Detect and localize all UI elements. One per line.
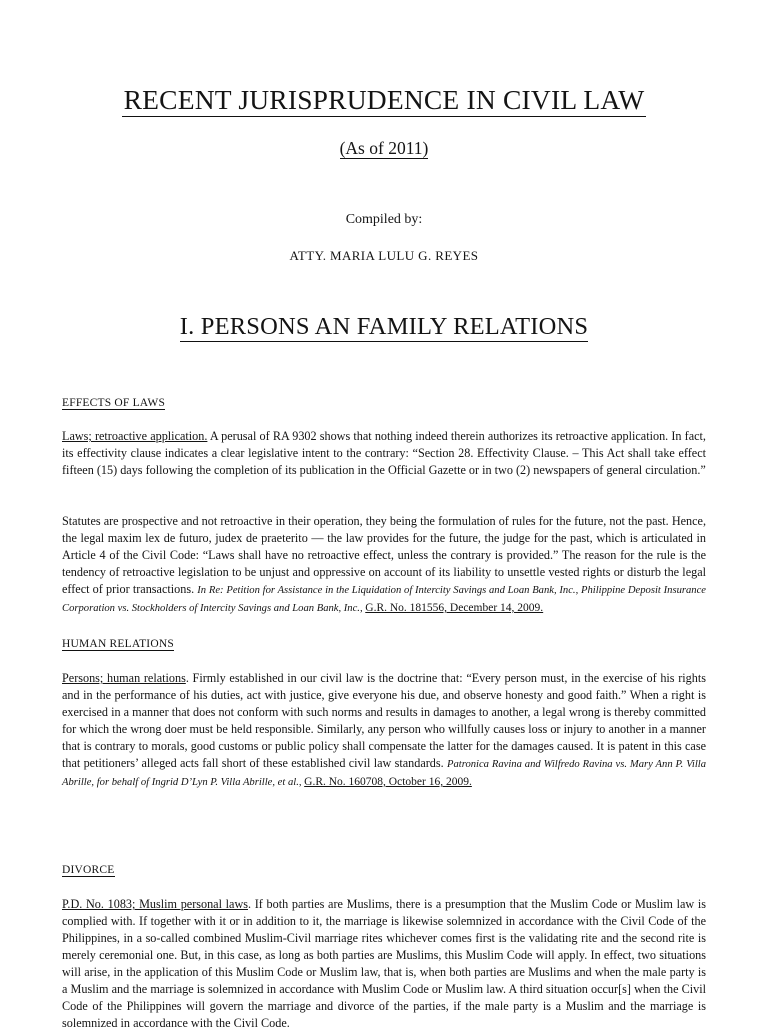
paragraph-retroactive-application: Laws; retroactive application. A perusal of RA 9302 shows that nothing indeed therein authorizes its retroactive application. In fact, its effectivity clause indicates a clear legislative intent to the contrary: “Section 28. Effectivity Clause. – This Act shall take effect fifteen (15) days following the completion of its publication in the Official Gazette or in two (2) newspapers of general circulation.”: [62, 429, 706, 477]
heading-human-relations: HUMAN RELATIONS: [62, 638, 174, 650]
paragraph-human-relations: Persons; human relations. Firmly established in our civil law is the doctrine that: “Every person must, in the exercise of his rights and in the performance of his duties, act with justice, give everyone his due, and observe honesty and good faith.” When a right is exercised in a manner that does not conform with such norms and results in damages to another, a legal wrong is thereby committed for which the wrong doer must be held responsible. Similarly, any person who willfully causes loss or injury to another in a manner that is contrary to morals, good customs or public policy shall compensate the latter for the damages caused. It is patent in this case that petitioners’ alleged acts fall short of these established civil law standards. Patronica Ravina and Wilfredo Ravina vs. Mary Ann P. Villa Abrille, for behalf of Ingrid D’Lyn P. Villa Abrille, et al., G.R. No. 160708, October 16, 2009.: [62, 671, 707, 788]
compiled-by-label: Compiled by:: [345, 212, 423, 227]
gr-number-link[interactable]: G.R. No. 181556, December 14, 2009.: [365, 602, 544, 614]
paragraph-statutes-prospective: Statutes are prospective and not retroactive in their operation, they being the formulation of rules for the future, not the past. Hence, the legal maxim lex de futuro, judex de praeterito — the law provides for the future, the judge for the past, which is articulated in Article 4 of the Civil Code: “Laws shall have no retroactive effect, unless the contrary is provided.” The reason for the rule is the tendency of retroactive legislation to be unjust and oppressive on account of its liability to unsettle vested rights or disturb the legal effect of prior transactions. In Re: Petition for Assistance in the Liquidation of Intercity Savings and Loan Bank, Inc., Philippine Deposit Insurance Corporation vs. Stockholders of Intercity Savings and Loan Bank, Inc., G.R. No. 181556, December 14, 2009.: [62, 514, 706, 614]
document-title: RECENT JURISPRUDENCE IN CIVIL LAW: [123, 84, 645, 115]
case-citation: Patronica Ravina and Wilfredo Ravina vs. Mary Ann P. Villa Abrille, for behalf of Ingrid D’Lyn P. Villa Abrille, et al.,: [62, 759, 707, 788]
paragraph-muslim-personal-laws: P.D. No. 1083; Muslim personal laws. If both parties are Muslims, there is a presumption that the Muslim Code or Muslim law is complied with. If together with it or in addition to it, the marriage is likewise solemnized in accordance with the Civil Code of the Philippines, in a so-called combined Muslim-Civil marriage rites whichever comes first is the validating rite and the second rite is merely ceremonial one. But, in this case, as long as both parties are Muslims, this Muslim Code will apply. In effect, two situations will arise, in the application of this Muslim Code or Muslim law, that is, when both parties are Muslims and when the male party is a Muslim and the marriage is solemnized in accordance with Muslim Code or Muslim law. A third situation occur[s] when the Civil Code of the Philippines will govern the marriage and divorce of the parties, if the male party is a Muslim and the marriage is solemnized in accordance with the Civil Code.: [62, 897, 706, 1030]
heading-effects-of-laws: EFFECTS OF LAWS: [62, 397, 166, 409]
gr-number-link[interactable]: G.R. No. 160708, October 16, 2009.: [304, 776, 472, 788]
as-of-date: (As of 2011): [339, 138, 429, 158]
case-citation: In Re: Petition for Assistance in the Liquidation of Intercity Savings and Loan Bank, Inc., Philippine Deposit Insurance Corporation vs. Stockholders of Intercity Savings and Loan Bank, Inc.,: [62, 585, 706, 614]
paragraph-lead: P.D. No. 1083; Muslim personal laws: [62, 897, 248, 911]
heading-divorce: DIVORCE: [62, 864, 115, 876]
paragraph-lead: Laws; retroactive application.: [62, 429, 208, 443]
section-title: I. PERSONS AN FAMILY RELATIONS: [179, 313, 589, 340]
author-name: ATTY. MARIA LULU G. REYES: [289, 248, 479, 263]
paragraph-lead: Persons; human relations: [62, 671, 186, 685]
